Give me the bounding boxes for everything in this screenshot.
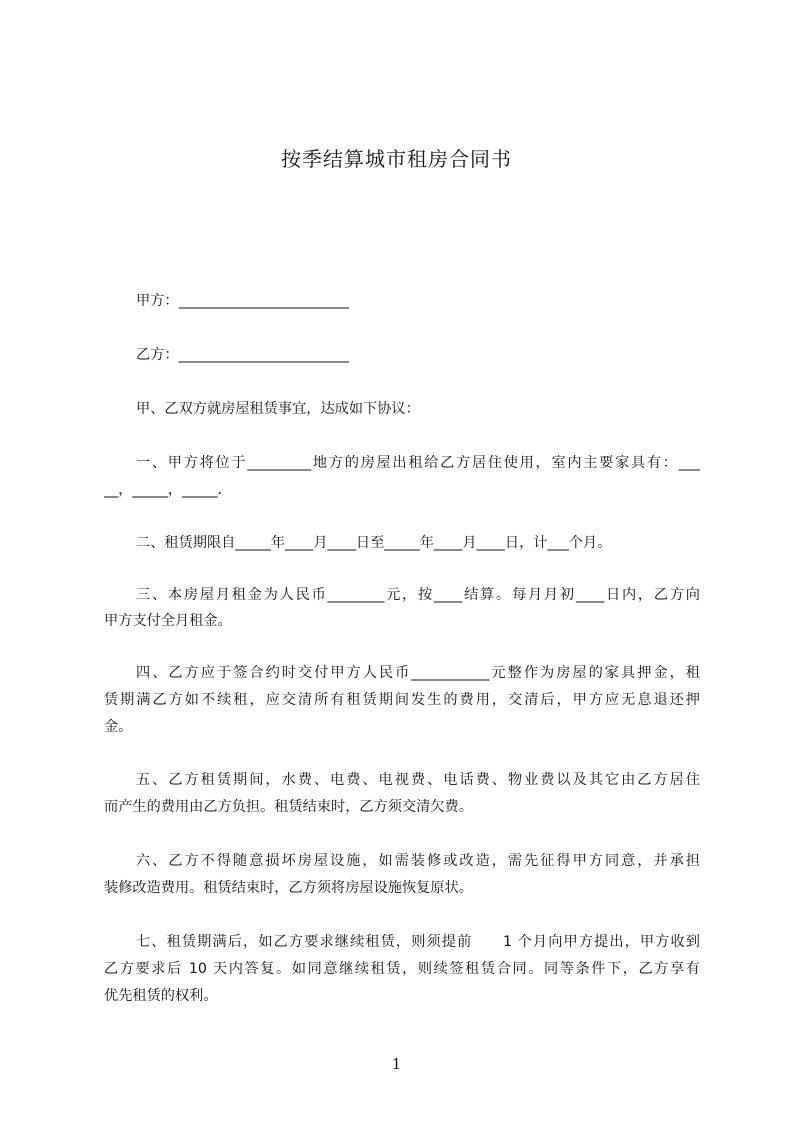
clause-4-line-2: 赁期满乙方如不续租，应交清所有租赁期间发生的费用，交清后，甲方应无息退还押 [104, 692, 700, 708]
clause-2-line-1: 二、租赁期限自_____年____月____日至_____年____月____日，计___个月。 [136, 535, 612, 551]
clause-7-line-3: 优先租赁的权利。 [104, 988, 218, 1004]
clause-3-line-1: 三、本房屋月租金为人民币________元，按____结算。每月月初____日内，乙方向 [136, 587, 700, 603]
clause-1-line-2: __，_____，_____. [104, 482, 223, 498]
clause-6-line-1: 六、乙方不得随意损坏房屋设施，如需装修或改造，需先征得甲方同意，并承担 [136, 853, 700, 869]
clause-7-line-1: 七、租赁期满后，如乙方要求继续租赁，则须提前 1 个月向甲方提出，甲方收到 [136, 934, 700, 950]
party-a-line: 甲方：________________________ [136, 293, 349, 309]
clause-7-line-2: 乙方要求后 10 天内答复。如同意继续租赁，则续签租赁合同。同等条件下，乙方享有 [104, 961, 700, 977]
intro-paragraph: 甲、乙双方就房屋租赁事宜，达成如下协议： [136, 401, 420, 417]
clause-1-line-1: 一、甲方将位于_________地方的房屋出租给乙方居住使用，室内主要家具有：___ [136, 455, 700, 471]
clause-4-line-1: 四、乙方应于签合约时交付甲方人民币___________元整作为房屋的家具押金，租 [136, 665, 700, 681]
page-number: 1 [391, 1055, 402, 1073]
clause-3-line-2: 甲方支付全月租金。 [104, 613, 232, 629]
clause-6-line-2: 装修改造费用。租赁结束时，乙方须将房屋设施恢复原状。 [104, 880, 473, 896]
document-title: 按季结算城市租房合同书 [281, 147, 512, 171]
clause-4-line-3: 金。 [104, 719, 133, 735]
party-b-line: 乙方：________________________ [136, 347, 349, 363]
clause-5-line-2: 而产生的费用由乙方负担。租赁结束时，乙方须交清欠费。 [104, 799, 473, 815]
clause-5-line-1: 五、乙方租赁期间，水费、电费、电视费、电话费、物业费以及其它由乙方居住 [136, 772, 700, 788]
